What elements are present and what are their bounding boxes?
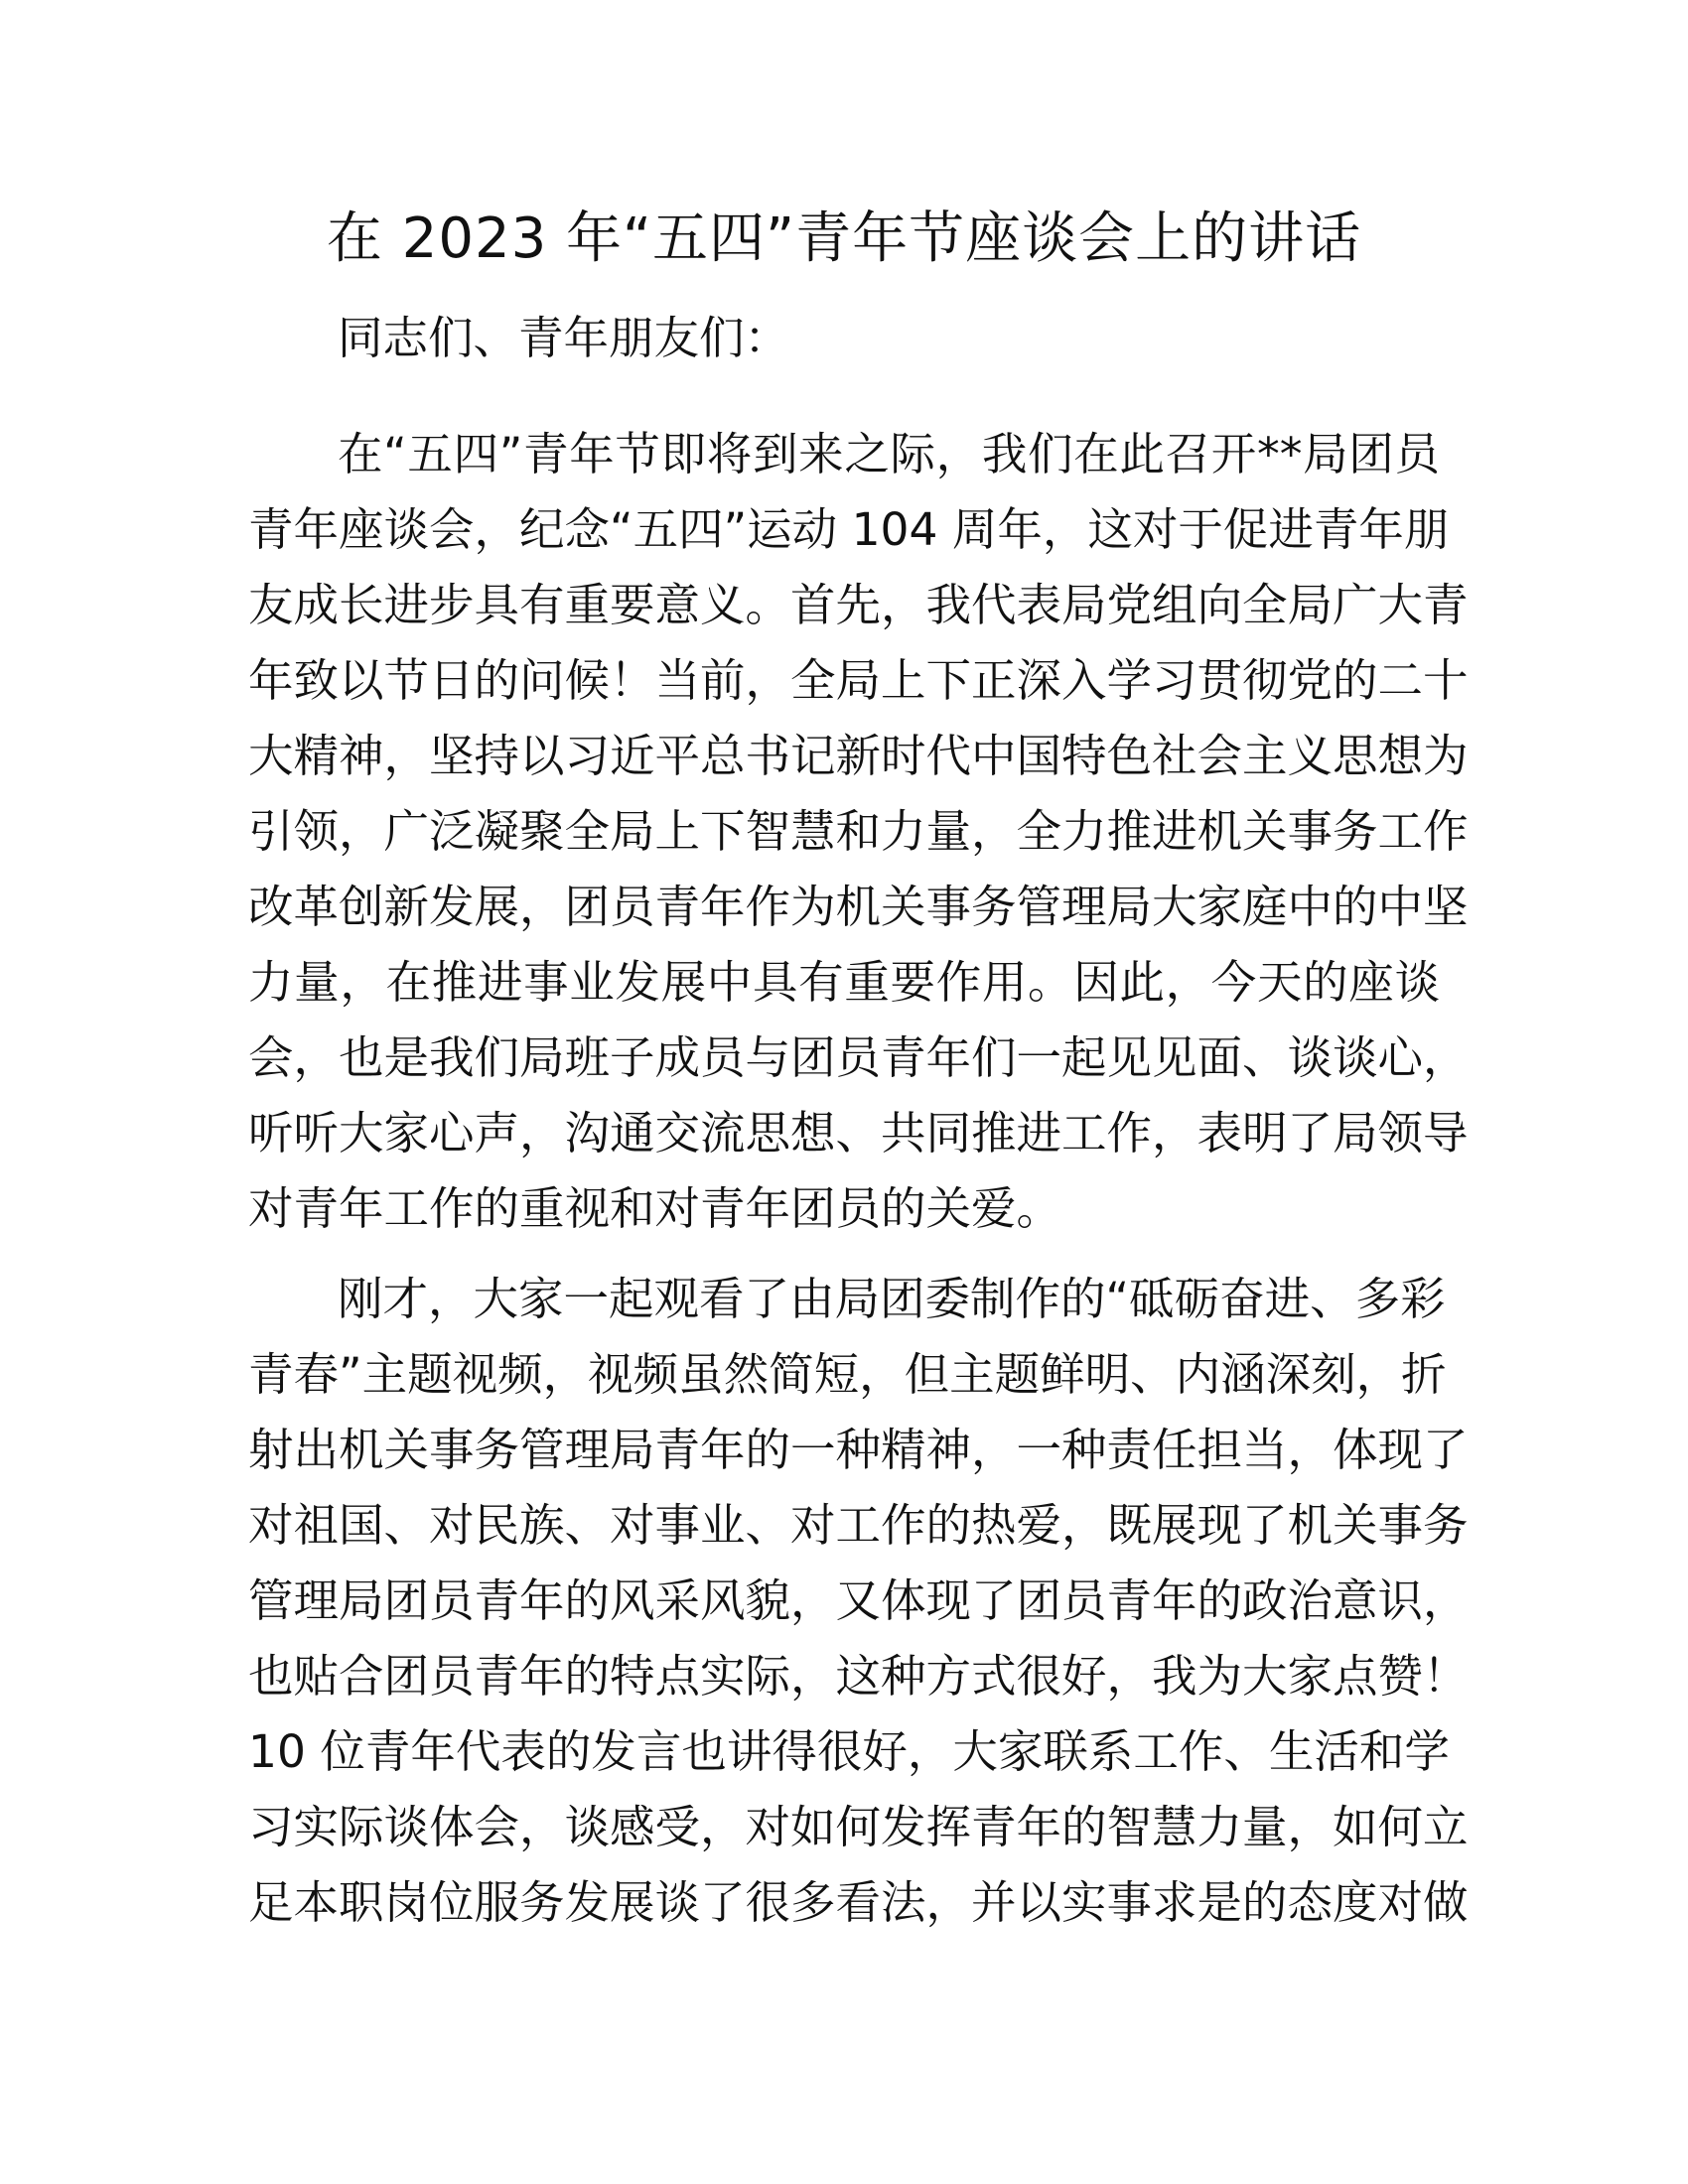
paragraph-line: 会，也是我们局班子成员与团员青年们一起见见面、谈谈心， <box>248 1031 1469 1084</box>
paragraph-line: 青年座谈会，纪念“五四”运动 104 周年，这对于促进青年朋 <box>248 503 1450 556</box>
paragraph-line: 对祖国、对民族、对事业、对工作的热爱，既展现了机关事务 <box>248 1499 1469 1552</box>
paragraph-line: 对青年工作的重视和对青年团员的关爱。 <box>248 1182 1062 1235</box>
paragraph-line: 10 位青年代表的发言也讲得很好，大家联系工作、生活和学 <box>248 1725 1450 1778</box>
paragraph-line: 刚才，大家一起观看了由局团委制作的“砥砺奋进、多彩 <box>338 1273 1446 1325</box>
page-title: 在 2023 年“五四”青年节座谈会上的讲话 <box>326 206 1362 271</box>
paragraph-line: 青春”主题视频，视频虽然简短，但主题鲜明、内涵深刻，折 <box>248 1348 1447 1401</box>
paragraph-line: 在“五四”青年节即将到来之际，我们在此召开**局团员 <box>338 428 1440 480</box>
paragraph-line: 也贴合团员青年的特点实际，这种方式很好，我为大家点赞！ <box>248 1650 1469 1703</box>
paragraph-line: 年致以节日的问候！当前，全局上下正深入学习贯彻党的二十 <box>248 654 1469 707</box>
paragraph-line: 习实际谈体会，谈感受，对如何发挥青年的智慧力量，如何立 <box>248 1801 1469 1853</box>
paragraph-line: 大精神，坚持以习近平总书记新时代中国特色社会主义思想为 <box>248 730 1469 782</box>
paragraph-line: 友成长进步具有重要意义。首先，我代表局党组向全局广大青 <box>248 579 1469 631</box>
paragraph-line: 听听大家心声，沟通交流思想、共同推进工作，表明了局领导 <box>248 1107 1469 1160</box>
paragraph-line: 射出机关事务管理局青年的一种精神，一种责任担当，体现了 <box>248 1424 1469 1476</box>
paragraph-line: 改革创新发展，团员青年作为机关事务管理局大家庭中的中坚 <box>248 881 1469 933</box>
paragraph-line: 引领，广泛凝聚全局上下智慧和力量，全力推进机关事务工作 <box>248 805 1469 858</box>
greeting: 同志们、青年朋友们： <box>338 312 790 364</box>
paragraph-line: 管理局团员青年的风采风貌，又体现了团员青年的政治意识， <box>248 1574 1469 1627</box>
paragraph-line: 力量，在推进事业发展中具有重要作用。因此，今天的座谈 <box>248 956 1440 1009</box>
paragraph-line: 足本职岗位服务发展谈了很多看法，并以实事求是的态度对做 <box>248 1876 1469 1929</box>
